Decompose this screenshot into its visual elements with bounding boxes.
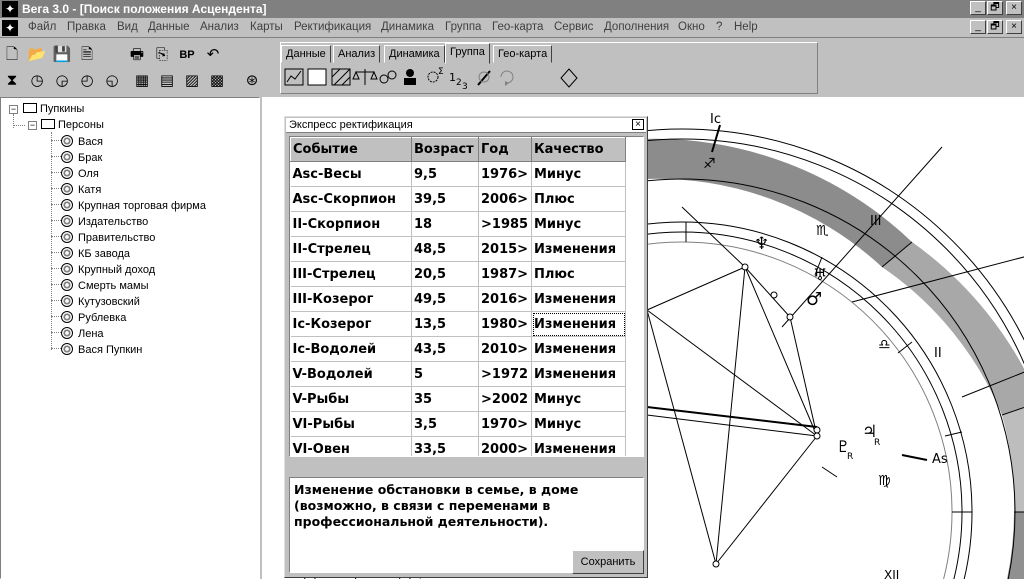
cell-event[interactable]: III-Стрелец: [291, 262, 412, 287]
jupiter-retro-label: R: [874, 438, 881, 448]
cell-event[interactable]: Asc-Скорпион: [291, 187, 412, 212]
libra-icon: ♎: [878, 337, 891, 353]
chart-wheel-icon: [61, 231, 73, 243]
col-event[interactable]: Событие: [291, 138, 412, 162]
cell-quality[interactable]: Минус: [532, 387, 626, 412]
svg-text:2: 2: [456, 78, 462, 88]
chart-wheel-icon: [61, 295, 73, 307]
tree-item[interactable]: [51, 183, 101, 197]
table-row[interactable]: [291, 312, 626, 337]
cell-age[interactable]: 9,5: [412, 162, 479, 187]
express-rectification-dialog: [284, 116, 648, 578]
tree-item-label: Крупная торговая фирма: [78, 200, 206, 212]
menu-addons[interactable]: Дополнения: [604, 21, 670, 33]
col-quality[interactable]: Качество: [532, 138, 626, 162]
tree-item-label: Лена: [78, 328, 104, 340]
menu-dynamics[interactable]: Динамика: [381, 21, 434, 33]
svg-text:3: 3: [462, 82, 468, 92]
chart-wheel-icon: [61, 263, 73, 275]
clock3-icon[interactable]: ◴: [80, 72, 94, 89]
chart-wheel-icon: [61, 311, 73, 323]
cell-quality[interactable]: Изменения: [532, 437, 626, 458]
cell-event[interactable]: VI-Овен: [291, 437, 412, 458]
dense-hatch-icon[interactable]: ▩: [209, 72, 225, 89]
cell-year[interactable]: 1980>: [479, 312, 532, 337]
cell-quality[interactable]: Изменения: [532, 337, 626, 362]
title-bar: [0, 0, 1024, 18]
uranus-icon: ♅: [813, 265, 828, 284]
window-title: Вега 3.0 - [Поиск положения Асцендента]: [22, 2, 267, 16]
pluto-icon: ♇: [836, 437, 851, 456]
main-toolbar: [0, 39, 270, 96]
tree-item[interactable]: [51, 295, 140, 309]
tree-item[interactable]: [51, 343, 142, 357]
menu-help-question[interactable]: ?: [716, 21, 723, 33]
cell-year[interactable]: >1985: [479, 212, 532, 237]
tab-dynamics[interactable]: Динамика: [384, 45, 445, 63]
tree-item-label: Издательство: [78, 216, 149, 228]
cell-year[interactable]: 2010>: [479, 337, 532, 362]
cell-age[interactable]: 5: [412, 362, 479, 387]
tree-item[interactable]: [51, 247, 130, 261]
save-icon[interactable]: 💾: [52, 46, 72, 63]
tab-analysis[interactable]: Анализ: [333, 45, 380, 63]
tree-item[interactable]: [51, 263, 155, 277]
clock2-icon[interactable]: ◶: [55, 72, 69, 89]
cell-event[interactable]: VI-Рыбы: [291, 412, 412, 437]
tab-geomap[interactable]: Гео-карта: [493, 45, 552, 63]
chart-wheel-icon: [61, 151, 73, 163]
house-12-label: XII: [884, 568, 900, 579]
table-row[interactable]: [291, 337, 626, 362]
page-icon[interactable]: 🗎: [80, 46, 94, 63]
cell-year[interactable]: >1972: [479, 362, 532, 387]
tab-toolbar: [280, 42, 818, 94]
cell-age[interactable]: 49,5: [412, 287, 479, 312]
tree-item[interactable]: [51, 135, 103, 149]
virgo-icon: ♍: [878, 473, 891, 489]
menu-bar: [0, 18, 1024, 38]
document-icon[interactable]: ✦: [2, 20, 18, 36]
cell-age[interactable]: 39,5: [412, 187, 479, 212]
col-year[interactable]: Год: [479, 138, 532, 162]
menu-geomap[interactable]: Гео-карта: [492, 21, 544, 33]
clock4-icon[interactable]: ◵: [105, 72, 119, 89]
cell-event[interactable]: II-Стрелец: [291, 237, 412, 262]
events-table: [290, 137, 626, 457]
person-tree: [0, 97, 260, 579]
dialog-title: Экспресс ректификация: [286, 118, 646, 133]
cell-quality[interactable]: Минус: [532, 162, 626, 187]
chart-wheel-icon: [61, 135, 73, 147]
tree-item[interactable]: [51, 311, 126, 325]
link-icon[interactable]: [380, 71, 396, 83]
chart-icon[interactable]: [285, 69, 303, 85]
zodiac-sector: [1002, 402, 1024, 512]
print-icon[interactable]: 🖶: [129, 46, 145, 63]
cell-year[interactable]: 1987>: [479, 262, 532, 287]
mars-icon: ♂: [806, 289, 823, 310]
tree-item-label: Катя: [78, 184, 102, 196]
menu-edit[interactable]: Правка: [67, 21, 106, 33]
cell-event[interactable]: Ic-Водолей: [291, 337, 412, 362]
minimize-button[interactable]: _: [970, 1, 986, 15]
tab-group[interactable]: Группа: [445, 43, 490, 64]
table-row[interactable]: [291, 387, 626, 412]
tree-item[interactable]: [51, 279, 148, 293]
menu-help[interactable]: Help: [734, 21, 758, 33]
tree-group-label: Персоны: [58, 119, 104, 131]
cell-year[interactable]: 2006>: [479, 187, 532, 212]
as-label: As: [932, 452, 948, 467]
ic-label: Ic: [710, 112, 721, 127]
cell-age[interactable]: 33,5: [412, 437, 479, 458]
table-row[interactable]: [291, 187, 626, 212]
menu-window[interactable]: Окно: [678, 21, 705, 33]
undo-icon[interactable]: ↶: [206, 46, 220, 63]
cell-quality[interactable]: Плюс: [532, 187, 626, 212]
folder-open-icon: [41, 119, 55, 129]
person-icon[interactable]: [404, 69, 416, 85]
events-grid[interactable]: [289, 136, 644, 457]
chart-wheel-icon: [61, 247, 73, 259]
group-expander[interactable]: −: [29, 120, 36, 130]
table-row[interactable]: [291, 437, 626, 458]
tree-item-label: Правительство: [78, 232, 156, 244]
table-row[interactable]: [291, 237, 626, 262]
root-expander[interactable]: −: [10, 104, 17, 114]
cell-event[interactable]: II-Скорпион: [291, 212, 412, 237]
close-button[interactable]: ×: [1006, 1, 1022, 15]
hatch-icon[interactable]: [332, 69, 350, 85]
cell-quality[interactable]: Изменения: [532, 237, 626, 262]
menu-analysis[interactable]: Анализ: [200, 21, 239, 33]
zodiac-sector: [642, 139, 912, 267]
tree-root-label: Пупкины: [40, 103, 85, 115]
scales-icon[interactable]: [353, 69, 377, 85]
hourglass-icon[interactable]: ⧗: [6, 72, 18, 89]
cell-age[interactable]: 35: [412, 387, 479, 412]
menu-rectification[interactable]: Ректификация: [294, 21, 372, 33]
tree-item[interactable]: [51, 215, 148, 229]
tree-root[interactable]: [23, 102, 84, 116]
chart-wheel-icon: [61, 215, 73, 227]
menu-data[interactable]: Данные: [148, 21, 190, 33]
restore-button[interactable]: 🗗: [987, 1, 1003, 15]
tree-item-label: Кутузовский: [78, 296, 140, 308]
app-icon[interactable]: ✦: [2, 1, 18, 17]
cell-year[interactable]: >2002: [479, 387, 532, 412]
cell-year[interactable]: 1970>: [479, 412, 532, 437]
tree-item[interactable]: [51, 167, 99, 181]
event-description: Изменение обстановки в семье, в доме (возможно, в связи с переменами в профессиональной деятельности).: [289, 477, 644, 573]
doc-restore-button[interactable]: 🗗: [987, 20, 1003, 34]
menu-service[interactable]: Сервис: [554, 21, 594, 33]
cell-quality[interactable]: Изменения: [532, 362, 626, 387]
menu-charts[interactable]: Карты: [250, 21, 283, 33]
neptune-icon: ♆: [754, 234, 770, 254]
sagittarius-icon: ♐: [703, 156, 716, 172]
tree-item-label: Оля: [78, 168, 99, 180]
hatch-tool-icon[interactable]: ▨: [184, 72, 200, 89]
cell-age[interactable]: 18: [412, 212, 479, 237]
cell-quality[interactable]: Минус: [532, 212, 626, 237]
cell-age[interactable]: 20,5: [412, 262, 479, 287]
cell-event[interactable]: V-Водолей: [291, 362, 412, 387]
sort-icon[interactable]: [449, 71, 468, 92]
zodiac-sector: [994, 512, 1024, 579]
cell-age[interactable]: 13,5: [412, 312, 479, 337]
cell-event[interactable]: III-Козерог: [291, 287, 412, 312]
table-row[interactable]: [291, 162, 626, 187]
tree-item-label: Крупный доход: [78, 264, 156, 276]
table-row[interactable]: [291, 287, 626, 312]
tree-item[interactable]: [51, 327, 104, 341]
cell-quality[interactable]: Плюс: [532, 262, 626, 287]
cell-event[interactable]: Asc-Весы: [291, 162, 412, 187]
tab-data[interactable]: Данные: [281, 45, 331, 63]
col-age[interactable]: Возраст: [412, 138, 479, 162]
open-folder-icon[interactable]: 📂: [27, 46, 47, 63]
cell-quality-focused[interactable]: Изменения: [532, 312, 626, 337]
cell-year[interactable]: 2000>: [479, 437, 532, 458]
chart-wheel-icon: [61, 167, 73, 179]
cell-event[interactable]: V-Рыбы: [291, 387, 412, 412]
zodiac-sector: [882, 242, 1024, 415]
cell-quality[interactable]: Минус: [532, 412, 626, 437]
folder-open-icon: [23, 103, 37, 113]
chart-wheel-icon: [61, 183, 73, 195]
cell-event[interactable]: Ic-Козерог: [291, 312, 412, 337]
dialog-close-icon[interactable]: ×: [632, 119, 644, 130]
tree-item-label: Вася Пупкин: [78, 344, 143, 356]
jupiter-icon: ♃: [862, 422, 878, 442]
tree-item[interactable]: [51, 151, 102, 165]
house-3-label: III: [870, 214, 882, 229]
tree-item-label: Вася: [78, 136, 103, 148]
square-icon[interactable]: [308, 69, 326, 85]
spark-icon[interactable]: [428, 67, 444, 82]
table-row[interactable]: [291, 362, 626, 387]
chart-wheel-icon: [61, 279, 73, 291]
table-row[interactable]: [291, 212, 626, 237]
menu-group[interactable]: Группа: [445, 21, 482, 33]
chart-wheel-icon: [61, 343, 73, 355]
group-tools: [281, 64, 817, 92]
cell-quality[interactable]: Изменения: [532, 287, 626, 312]
tree-item[interactable]: [51, 199, 206, 213]
cell-year[interactable]: 1976>: [479, 162, 532, 187]
cell-year[interactable]: 2015>: [479, 237, 532, 262]
new-doc-icon[interactable]: 🗋: [5, 46, 19, 63]
cell-age[interactable]: 43,5: [412, 337, 479, 362]
table-row[interactable]: [291, 412, 626, 437]
cell-year[interactable]: 2016>: [479, 287, 532, 312]
save-button[interactable]: Сохранить: [572, 550, 644, 574]
diamond-icon[interactable]: [561, 69, 577, 87]
scorpio-icon: ♏: [816, 223, 829, 239]
doc-minimize-button[interactable]: _: [970, 20, 986, 34]
pluto-retro-label: R: [847, 452, 854, 462]
table-row[interactable]: [291, 262, 626, 287]
chart-wheel-icon: [61, 327, 73, 339]
clock-icon[interactable]: ◷: [30, 72, 44, 89]
svg-text:1: 1: [449, 71, 456, 84]
refresh-icon[interactable]: [501, 71, 513, 86]
pencil-icon[interactable]: [478, 71, 490, 85]
list-icon[interactable]: ▤: [159, 72, 175, 89]
grid-icon[interactable]: ▦: [134, 72, 150, 89]
cell-age[interactable]: 48,5: [412, 237, 479, 262]
tree-item-label: Брак: [78, 152, 103, 164]
tree-item-label: КБ завода: [78, 248, 130, 260]
tree-item[interactable]: [51, 231, 155, 245]
tree-item-label: Смерть мамы: [78, 280, 149, 292]
copy-icon[interactable]: ⎘: [155, 46, 168, 63]
doc-close-button[interactable]: ×: [1006, 20, 1022, 34]
menu-view[interactable]: Вид: [117, 21, 138, 33]
wheel-icon[interactable]: ⊛: [245, 72, 259, 89]
tree-item-label: Рублевка: [78, 312, 127, 324]
chart-wheel-icon: [61, 199, 73, 211]
tree-group[interactable]: [41, 118, 104, 132]
house-2-label: II: [934, 346, 942, 361]
cell-age[interactable]: 3,5: [412, 412, 479, 437]
svg-text:Σ: Σ: [438, 67, 444, 77]
bp-icon[interactable]: BP: [179, 49, 195, 61]
menu-file[interactable]: Файл: [28, 21, 57, 33]
